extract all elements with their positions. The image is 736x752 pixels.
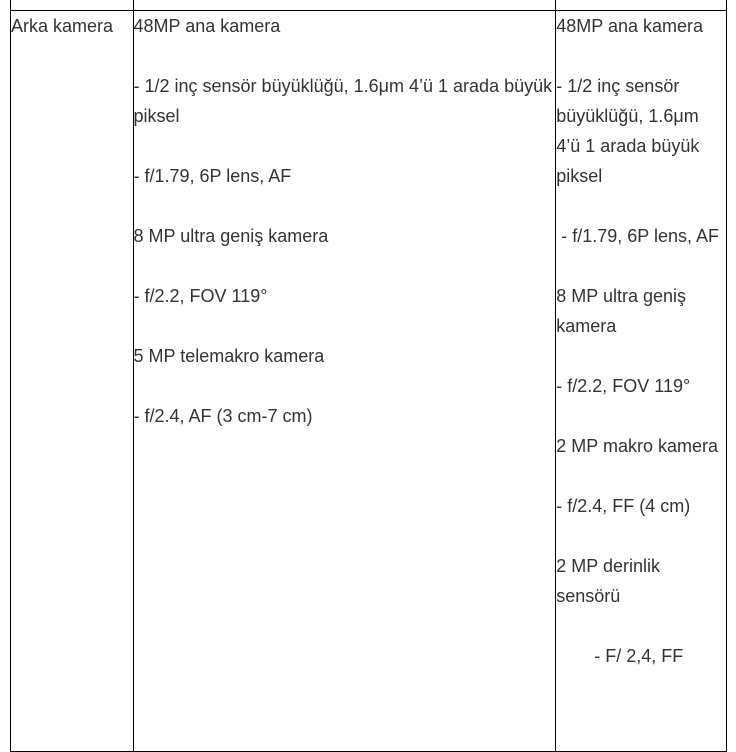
column-b-line: 48MP ana kamera [556,16,704,36]
column-a-line: 48MP ana kamera [133,16,281,36]
column-b-line: - F/ 2,4, FF [594,646,684,666]
column-b-line: 2 MP makro kamera [556,436,718,456]
spec-table [10,0,727,752]
column-b-line: - f/1.79, 6P lens, AF [561,226,720,246]
column-a-line: - f/2.4, AF (3 cm-7 cm) [133,406,313,426]
previous-row-cell-b [556,0,727,11]
column-b-line: - 1/2 inç sensör büyüklüğü, 1.6μm 4’ü 1 arada büyük piksel [556,76,700,186]
column-a-line: - f/2.2, FOV 119° [133,286,268,306]
column-a-cell [133,11,556,752]
previous-row-cell-a [133,0,556,11]
column-b-line: 2 MP derinlik sensörü [556,556,660,606]
column-a-line: - f/1.79, 6P lens, AF [133,166,292,186]
row-label: Arka kamera [11,16,114,36]
previous-row-label-cell [11,0,134,11]
column-b-line: 8 MP ultra geniş kamera [556,286,687,336]
column-b-line: - f/2.2, FOV 119° [556,376,691,396]
column-a-line: - 1/2 inç sensör büyüklüğü, 1.6μm 4’ü 1 arada büyük piksel [133,76,553,126]
column-b-cell [556,11,727,752]
rear-camera-row [11,11,727,752]
column-b-line: - f/2.4, FF (4 cm) [556,496,691,516]
row-label-cell [11,11,134,752]
column-a-line: 5 MP telemakro kamera [133,346,325,366]
previous-row [11,0,727,11]
column-a-line: 8 MP ultra geniş kamera [133,226,329,246]
